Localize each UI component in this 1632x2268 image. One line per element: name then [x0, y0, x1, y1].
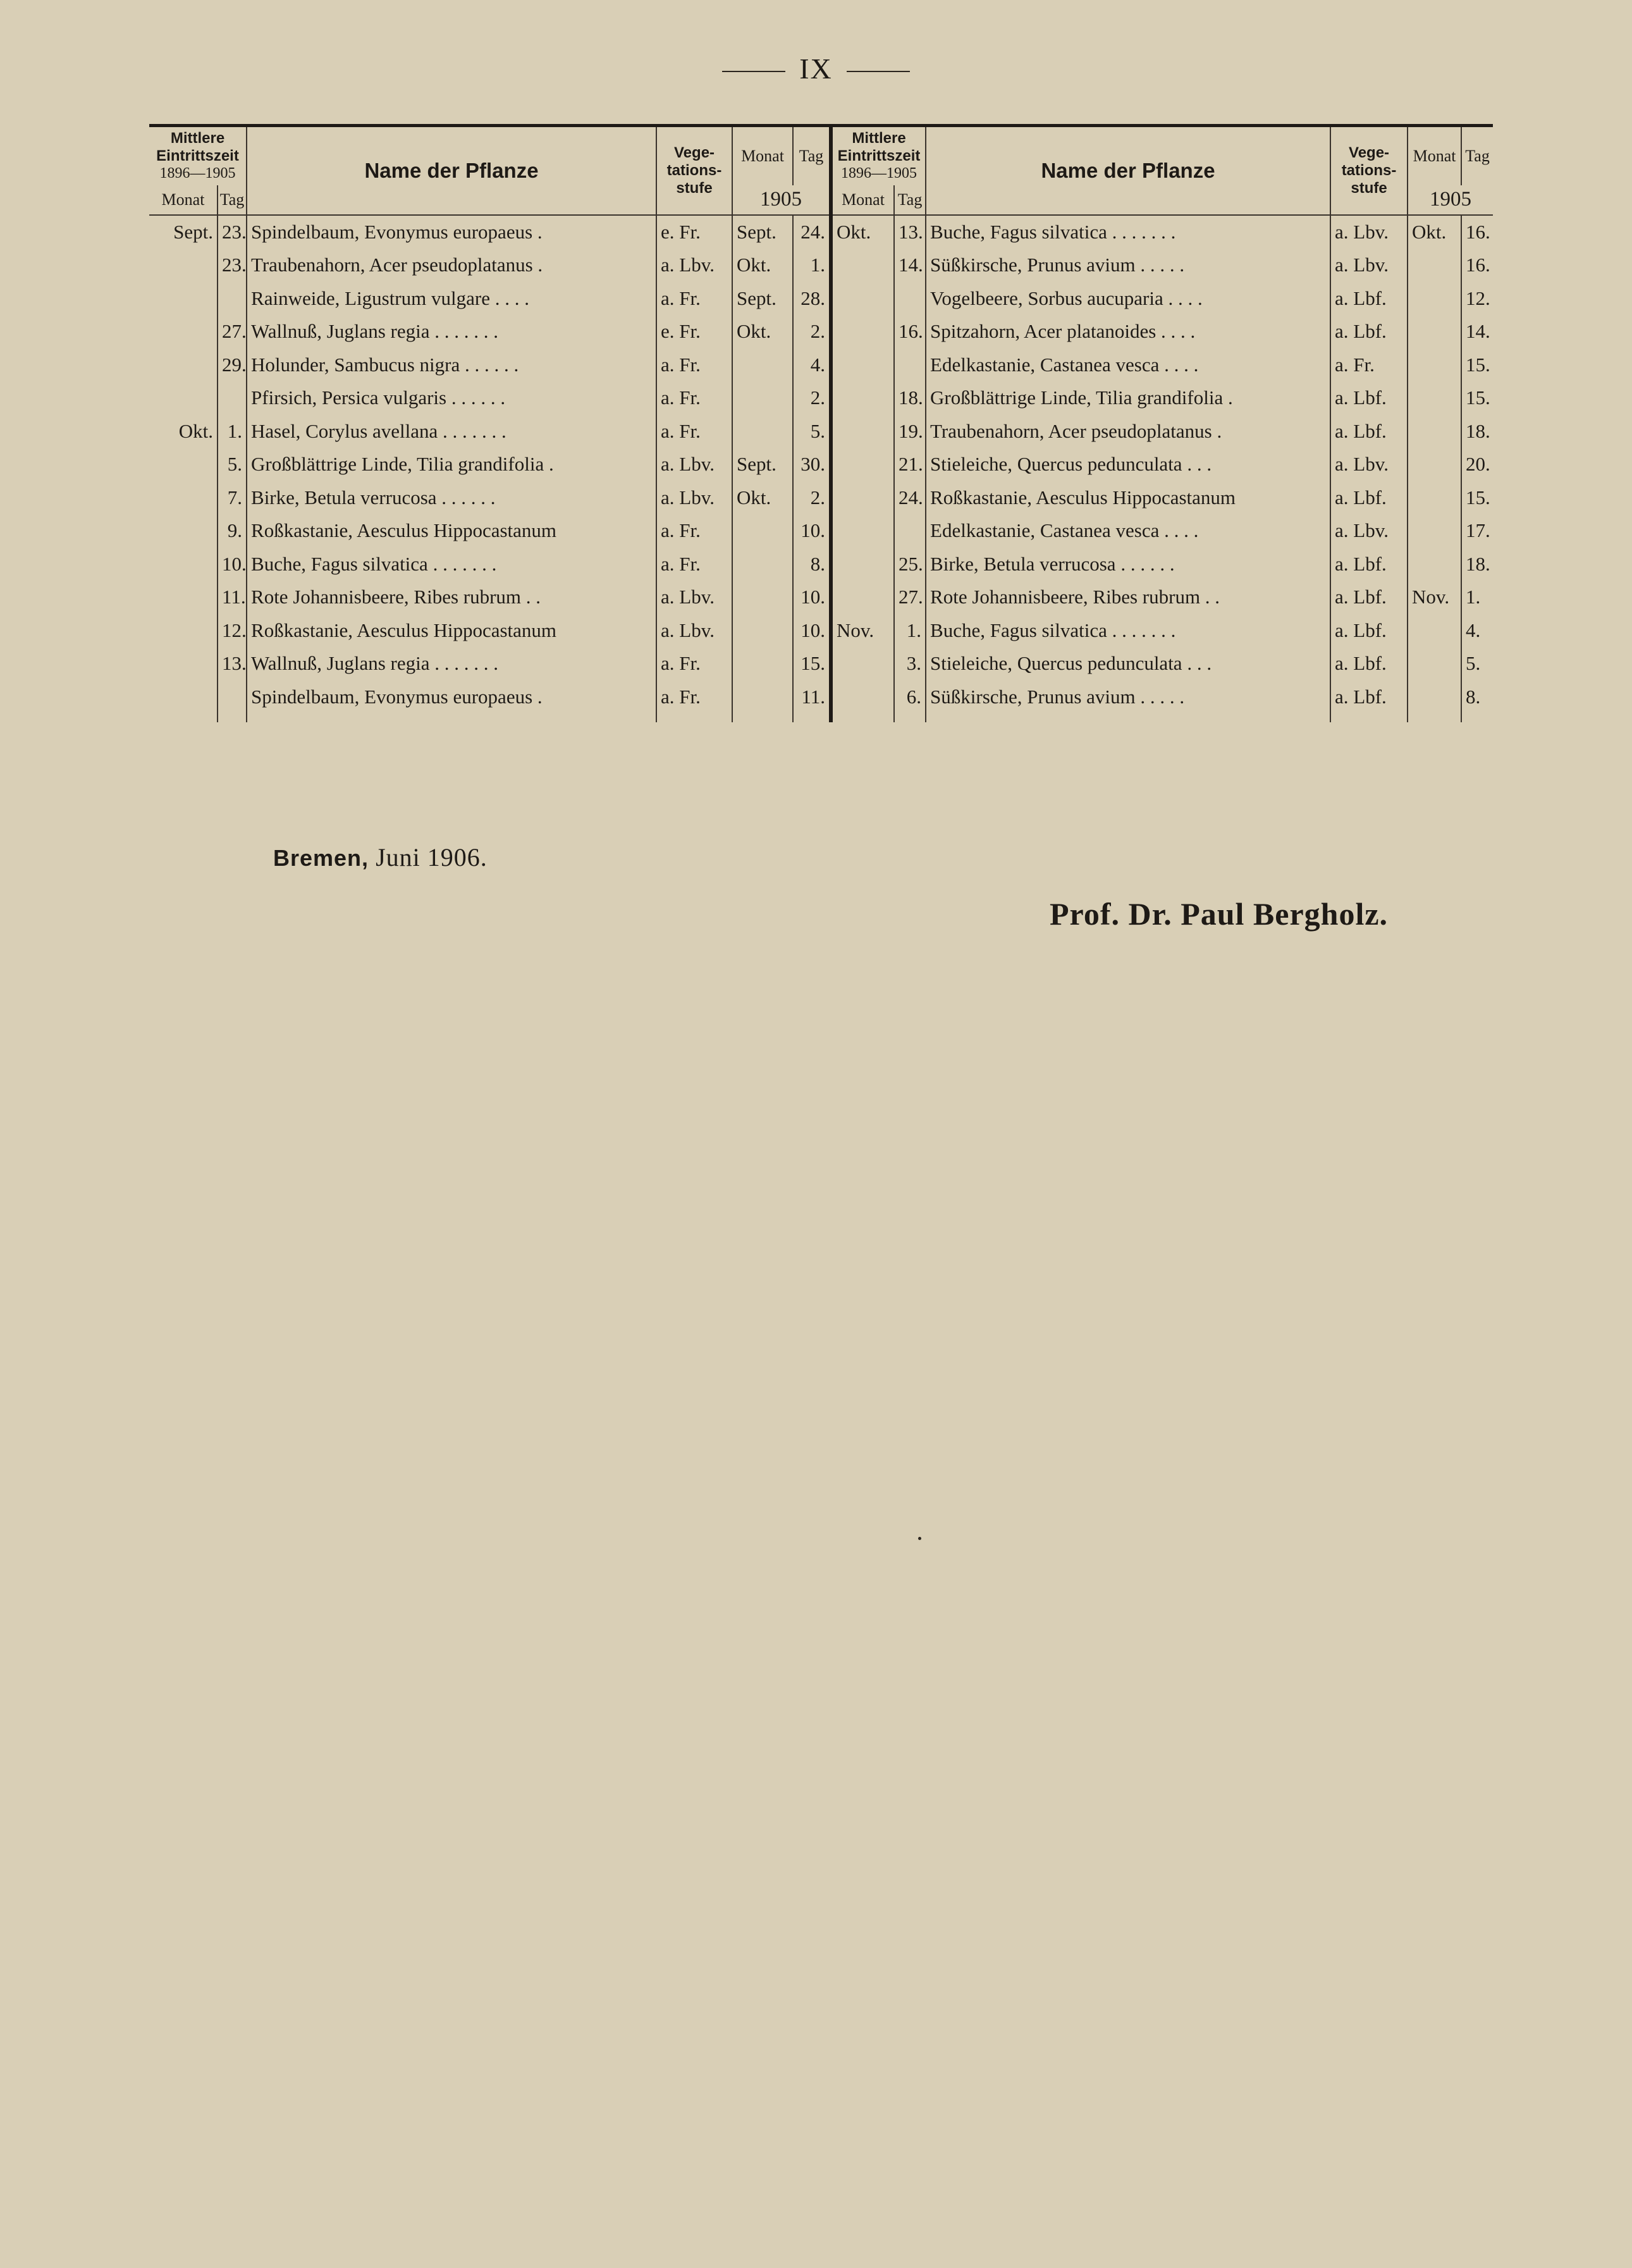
plant-name-cell: Buche, Fagus silvatica . . . . . . . — [247, 548, 656, 581]
table-row — [149, 215, 1493, 249]
right-day-1905-cell: 17. — [1461, 514, 1493, 548]
plant-name-cell: Roßkastanie, Aesculus Hippocastanum — [247, 614, 656, 648]
table-row — [149, 548, 1493, 581]
right-day-header: Tag — [894, 185, 926, 215]
right-month-cell — [831, 249, 894, 282]
right-month-1905-cell — [1408, 548, 1461, 581]
veg-stage-cell: a. Lbv. — [656, 614, 732, 648]
day-1905-cell: 10. — [793, 614, 831, 648]
month-1905-cell: Okt. — [732, 315, 793, 348]
right-plant-name-cell: Edelkastanie, Castanea vesca . . . . — [926, 514, 1330, 548]
right-day-1905-cell: 16. — [1461, 249, 1493, 282]
month-cell — [149, 315, 218, 348]
right-month-cell — [831, 315, 894, 348]
month-cell — [149, 647, 218, 681]
right-month-cell — [831, 514, 894, 548]
right-veg-stage-cell: a. Lbf. — [1330, 315, 1408, 348]
day-1905-cell: 2. — [793, 381, 831, 415]
plant-name-cell: Holunder, Sambucus nigra . . . . . . — [247, 348, 656, 382]
right-day-cell: 27. — [894, 581, 926, 614]
right-day-cell: 6. — [894, 681, 926, 723]
right-day-1905-cell: 20. — [1461, 448, 1493, 481]
day-1905-cell: 28. — [793, 282, 831, 316]
day-1905-cell: 2. — [793, 481, 831, 515]
right-rule — [847, 71, 910, 72]
table-row — [149, 481, 1493, 515]
right-day-cell — [894, 348, 926, 382]
right-month-cell: Okt. — [831, 215, 894, 249]
right-month-1905-cell — [1408, 249, 1461, 282]
month-cell — [149, 614, 218, 648]
day-cell: 23. — [218, 215, 247, 249]
month-header: Monat — [161, 190, 205, 209]
right-plant-name-header: Name der Pflanze — [926, 126, 1330, 215]
right-month-1905-cell — [1408, 415, 1461, 448]
right-mean-entry-header: Mittlere Eintrittszeit 1896—1905 — [831, 126, 926, 185]
month-cell — [149, 514, 218, 548]
month-1905-cell — [732, 514, 793, 548]
right-veg-stage-cell: a. Lbv. — [1330, 215, 1408, 249]
plant-name-cell: Rote Johannisbeere, Ribes rubrum . . — [247, 581, 656, 614]
right-month-1905-cell — [1408, 381, 1461, 415]
month-1905-cell: Okt. — [732, 481, 793, 515]
right-veg-stage-cell: a. Lbf. — [1330, 581, 1408, 614]
right-veg-stage-cell: a. Lbf. — [1330, 381, 1408, 415]
right-plant-name-cell: Edelkastanie, Castanea vesca . . . . — [926, 348, 1330, 382]
right-month-1905-cell — [1408, 348, 1461, 382]
month-1905-cell — [732, 381, 793, 415]
right-month-1905-cell — [1408, 315, 1461, 348]
right-day-cell: 25. — [894, 548, 926, 581]
right-month-header: Monat — [831, 185, 894, 215]
month-cell — [149, 381, 218, 415]
day-1905-cell: 15. — [793, 647, 831, 681]
right-plant-name-cell: Vogelbeere, Sorbus aucuparia . . . . — [926, 282, 1330, 316]
month-1905-cell — [732, 614, 793, 648]
plant-name-cell: Spindelbaum, Evonymus europaeus . — [247, 681, 656, 723]
veg-stage-cell: a. Fr. — [656, 681, 732, 723]
right-veg-stage-cell: a. Lbf. — [1330, 548, 1408, 581]
right-day-1905-cell: 4. — [1461, 614, 1493, 648]
right-year-header: 1905 — [1408, 185, 1493, 215]
right-plant-name-cell: Rote Johannisbeere, Ribes rubrum . . — [926, 581, 1330, 614]
month-cell — [149, 548, 218, 581]
day-cell — [218, 681, 247, 723]
right-month-cell — [831, 381, 894, 415]
veg-stage-cell: e. Fr. — [656, 315, 732, 348]
day-cell — [218, 381, 247, 415]
plant-name-header: Name der Pflanze — [247, 126, 656, 215]
right-plant-name-cell: Spitzahorn, Acer platanoides . . . . — [926, 315, 1330, 348]
right-day-1905-cell: 14. — [1461, 315, 1493, 348]
table-row — [149, 415, 1493, 448]
month-1905-header: Monat — [732, 126, 793, 185]
right-plant-name-cell: Traubenahorn, Acer pseudoplatanus . — [926, 415, 1330, 448]
right-veg-stage-cell: a. Lbf. — [1330, 681, 1408, 723]
month-1905-cell — [732, 415, 793, 448]
right-veg-stage-cell: a. Lbv. — [1330, 514, 1408, 548]
month-1905-cell — [732, 681, 793, 723]
day-1905-cell: 8. — [793, 548, 831, 581]
table-row — [149, 381, 1493, 415]
month-1905-cell — [732, 647, 793, 681]
table-row — [149, 348, 1493, 382]
right-day-1905-cell: 8. — [1461, 681, 1493, 723]
right-plant-name-cell: Stieleiche, Quercus pedunculata . . . — [926, 647, 1330, 681]
right-month-cell — [831, 647, 894, 681]
month-1905-cell: Sept. — [732, 215, 793, 249]
month-1905-cell — [732, 548, 793, 581]
day-cell: 9. — [218, 514, 247, 548]
month-cell — [149, 282, 218, 316]
right-month-1905-cell — [1408, 681, 1461, 723]
right-veg-stage-cell: a. Fr. — [1330, 348, 1408, 382]
right-month-1905-cell — [1408, 481, 1461, 515]
plant-name-cell: Großblättrige Linde, Tilia grandifolia . — [247, 448, 656, 481]
day-1905-cell: 30. — [793, 448, 831, 481]
right-month-1905-cell — [1408, 282, 1461, 316]
right-plant-name-cell: Süßkirsche, Prunus avium . . . . . — [926, 681, 1330, 723]
table-row — [149, 681, 1493, 723]
right-day-cell: 16. — [894, 315, 926, 348]
table-row — [149, 249, 1493, 282]
day-cell: 10. — [218, 548, 247, 581]
right-veg-stage-cell: a. Lbv. — [1330, 448, 1408, 481]
right-plant-name-cell: Großblättrige Linde, Tilia grandifolia . — [926, 381, 1330, 415]
right-month-cell — [831, 415, 894, 448]
table-header-row — [149, 126, 1493, 185]
day-1905-cell: 10. — [793, 581, 831, 614]
plant-name-cell: Birke, Betula verrucosa . . . . . . — [247, 481, 656, 515]
veg-stage-cell: a. Fr. — [656, 282, 732, 316]
day-cell: 27. — [218, 315, 247, 348]
day-cell — [218, 282, 247, 316]
month-1905-cell — [732, 348, 793, 382]
right-plant-name-cell: Stieleiche, Quercus pedunculata . . . — [926, 448, 1330, 481]
right-day-cell: 19. — [894, 415, 926, 448]
right-month-cell — [831, 581, 894, 614]
day-cell: 1. — [218, 415, 247, 448]
right-month-cell — [831, 681, 894, 723]
day-cell: 13. — [218, 647, 247, 681]
month-cell — [149, 481, 218, 515]
place-date — [273, 842, 488, 872]
table-row — [149, 581, 1493, 614]
veg-stage-cell: a. Lbv. — [656, 581, 732, 614]
right-veg-stage-cell: a. Lbf. — [1330, 647, 1408, 681]
right-veg-stage-cell: a. Lbv. — [1330, 249, 1408, 282]
right-day-cell: 13. — [894, 215, 926, 249]
right-plant-name-cell: Buche, Fagus silvatica . . . . . . . — [926, 614, 1330, 648]
right-day-1905-cell: 15. — [1461, 481, 1493, 515]
month-1905-cell — [732, 581, 793, 614]
right-day-1905-cell: 18. — [1461, 415, 1493, 448]
right-month-cell — [831, 548, 894, 581]
month-cell: Sept. — [173, 220, 213, 243]
plant-name-cell: Wallnuß, Juglans regia . . . . . . . — [247, 647, 656, 681]
month-cell — [149, 448, 218, 481]
day-cell: 7. — [218, 481, 247, 515]
right-month-cell — [831, 282, 894, 316]
plant-name-cell: Hasel, Corylus avellana . . . . . . . — [247, 415, 656, 448]
right-day-1905-cell: 1. — [1461, 581, 1493, 614]
month-cell — [149, 581, 218, 614]
place: Bremen, — [273, 845, 369, 871]
veg-stage-cell: a. Fr. — [656, 548, 732, 581]
day-cell: 23. — [218, 249, 247, 282]
right-month-1905-cell — [1408, 448, 1461, 481]
right-day-1905-cell: 5. — [1461, 647, 1493, 681]
date: Juni 1906. — [376, 843, 488, 872]
right-day-1905-cell: 15. — [1461, 348, 1493, 382]
ink-speck — [918, 1537, 921, 1540]
signature: Prof. Dr. Paul Bergholz. — [1050, 896, 1389, 932]
right-day-1905-header: Tag — [1461, 126, 1493, 185]
plant-name-cell: Spindelbaum, Evonymus europaeus . — [247, 215, 656, 249]
day-1905-cell: 24. — [793, 215, 831, 249]
veg-stage-cell: a. Fr. — [656, 514, 732, 548]
right-month-1905-cell — [1408, 647, 1461, 681]
day-1905-header: Tag — [793, 126, 831, 185]
right-day-cell — [894, 514, 926, 548]
right-day-cell: 18. — [894, 381, 926, 415]
right-month-1905-cell — [1408, 514, 1461, 548]
right-month-1905-cell: Okt. — [1408, 215, 1461, 249]
mean-entry-header: Mittlere Eintrittszeit 1896—1905 — [156, 130, 239, 182]
veg-stage-cell: a. Lbv. — [656, 448, 732, 481]
right-day-1905-cell: 18. — [1461, 548, 1493, 581]
right-plant-name-cell: Roßkastanie, Aesculus Hippocastanum — [926, 481, 1330, 515]
day-header: Tag — [218, 185, 247, 215]
right-month-1905-header: Monat — [1408, 126, 1461, 185]
right-day-cell: 3. — [894, 647, 926, 681]
day-cell: 11. — [218, 581, 247, 614]
plant-name-cell: Pfirsich, Persica vulgaris . . . . . . — [247, 381, 656, 415]
table-row — [149, 514, 1493, 548]
month-cell — [149, 681, 218, 723]
page-number — [0, 52, 1632, 85]
veg-stage-cell: a. Fr. — [656, 381, 732, 415]
right-month-1905-cell: Nov. — [1408, 581, 1461, 614]
month-1905-cell: Sept. — [732, 282, 793, 316]
day-cell: 12. — [218, 614, 247, 648]
month-1905-cell: Sept. — [732, 448, 793, 481]
veg-stage-cell: a. Lbv. — [656, 481, 732, 515]
day-1905-cell: 1. — [793, 249, 831, 282]
right-plant-name-cell: Buche, Fagus silvatica . . . . . . . — [926, 215, 1330, 249]
right-veg-stage-cell: a. Lbf. — [1330, 282, 1408, 316]
right-month-cell: Nov. — [831, 614, 894, 648]
right-plant-name-cell: Birke, Betula verrucosa . . . . . . — [926, 548, 1330, 581]
month-1905-cell: Okt. — [732, 249, 793, 282]
day-1905-cell: 2. — [793, 315, 831, 348]
month-cell — [149, 348, 218, 382]
right-day-cell: 1. — [894, 614, 926, 648]
right-day-1905-cell: 15. — [1461, 381, 1493, 415]
right-day-1905-cell: 16. — [1461, 215, 1493, 249]
right-day-cell: 21. — [894, 448, 926, 481]
day-1905-cell: 4. — [793, 348, 831, 382]
phenology-table — [149, 124, 1493, 722]
day-cell: 29. — [218, 348, 247, 382]
day-1905-cell: 10. — [793, 514, 831, 548]
veg-stage-header: Vege- tations- stufe — [656, 126, 732, 215]
right-day-cell: 14. — [894, 249, 926, 282]
plant-name-cell: Traubenahorn, Acer pseudoplatanus . — [247, 249, 656, 282]
day-cell: 5. — [218, 448, 247, 481]
right-day-cell: 24. — [894, 481, 926, 515]
plant-name-cell: Roßkastanie, Aesculus Hippocastanum — [247, 514, 656, 548]
month-cell — [149, 249, 218, 282]
table-row — [149, 614, 1493, 648]
table-row — [149, 647, 1493, 681]
left-rule — [722, 71, 785, 72]
month-cell: Okt. — [178, 419, 213, 442]
right-month-1905-cell — [1408, 614, 1461, 648]
right-veg-stage-cell: a. Lbf. — [1330, 614, 1408, 648]
veg-stage-cell: a. Fr. — [656, 415, 732, 448]
page-number-text: IX — [799, 52, 833, 85]
right-day-1905-cell: 12. — [1461, 282, 1493, 316]
right-veg-stage-cell: a. Lbf. — [1330, 481, 1408, 515]
veg-stage-cell: a. Fr. — [656, 647, 732, 681]
veg-stage-cell: a. Fr. — [656, 348, 732, 382]
right-veg-stage-cell: a. Lbf. — [1330, 415, 1408, 448]
veg-stage-cell: a. Lbv. — [656, 249, 732, 282]
right-veg-stage-header: Vege- tations- stufe — [1330, 126, 1408, 215]
table-row — [149, 315, 1493, 348]
day-1905-cell: 11. — [793, 681, 831, 723]
right-month-cell — [831, 448, 894, 481]
table-row — [149, 448, 1493, 481]
year-header: 1905 — [732, 185, 831, 215]
right-plant-name-cell: Süßkirsche, Prunus avium . . . . . — [926, 249, 1330, 282]
right-day-cell — [894, 282, 926, 316]
right-month-cell — [831, 481, 894, 515]
day-1905-cell: 5. — [793, 415, 831, 448]
plant-name-cell: Rainweide, Ligustrum vulgare . . . . — [247, 282, 656, 316]
plant-name-cell: Wallnuß, Juglans regia . . . . . . . — [247, 315, 656, 348]
table-row — [149, 282, 1493, 316]
veg-stage-cell: e. Fr. — [656, 215, 732, 249]
right-month-cell — [831, 348, 894, 382]
